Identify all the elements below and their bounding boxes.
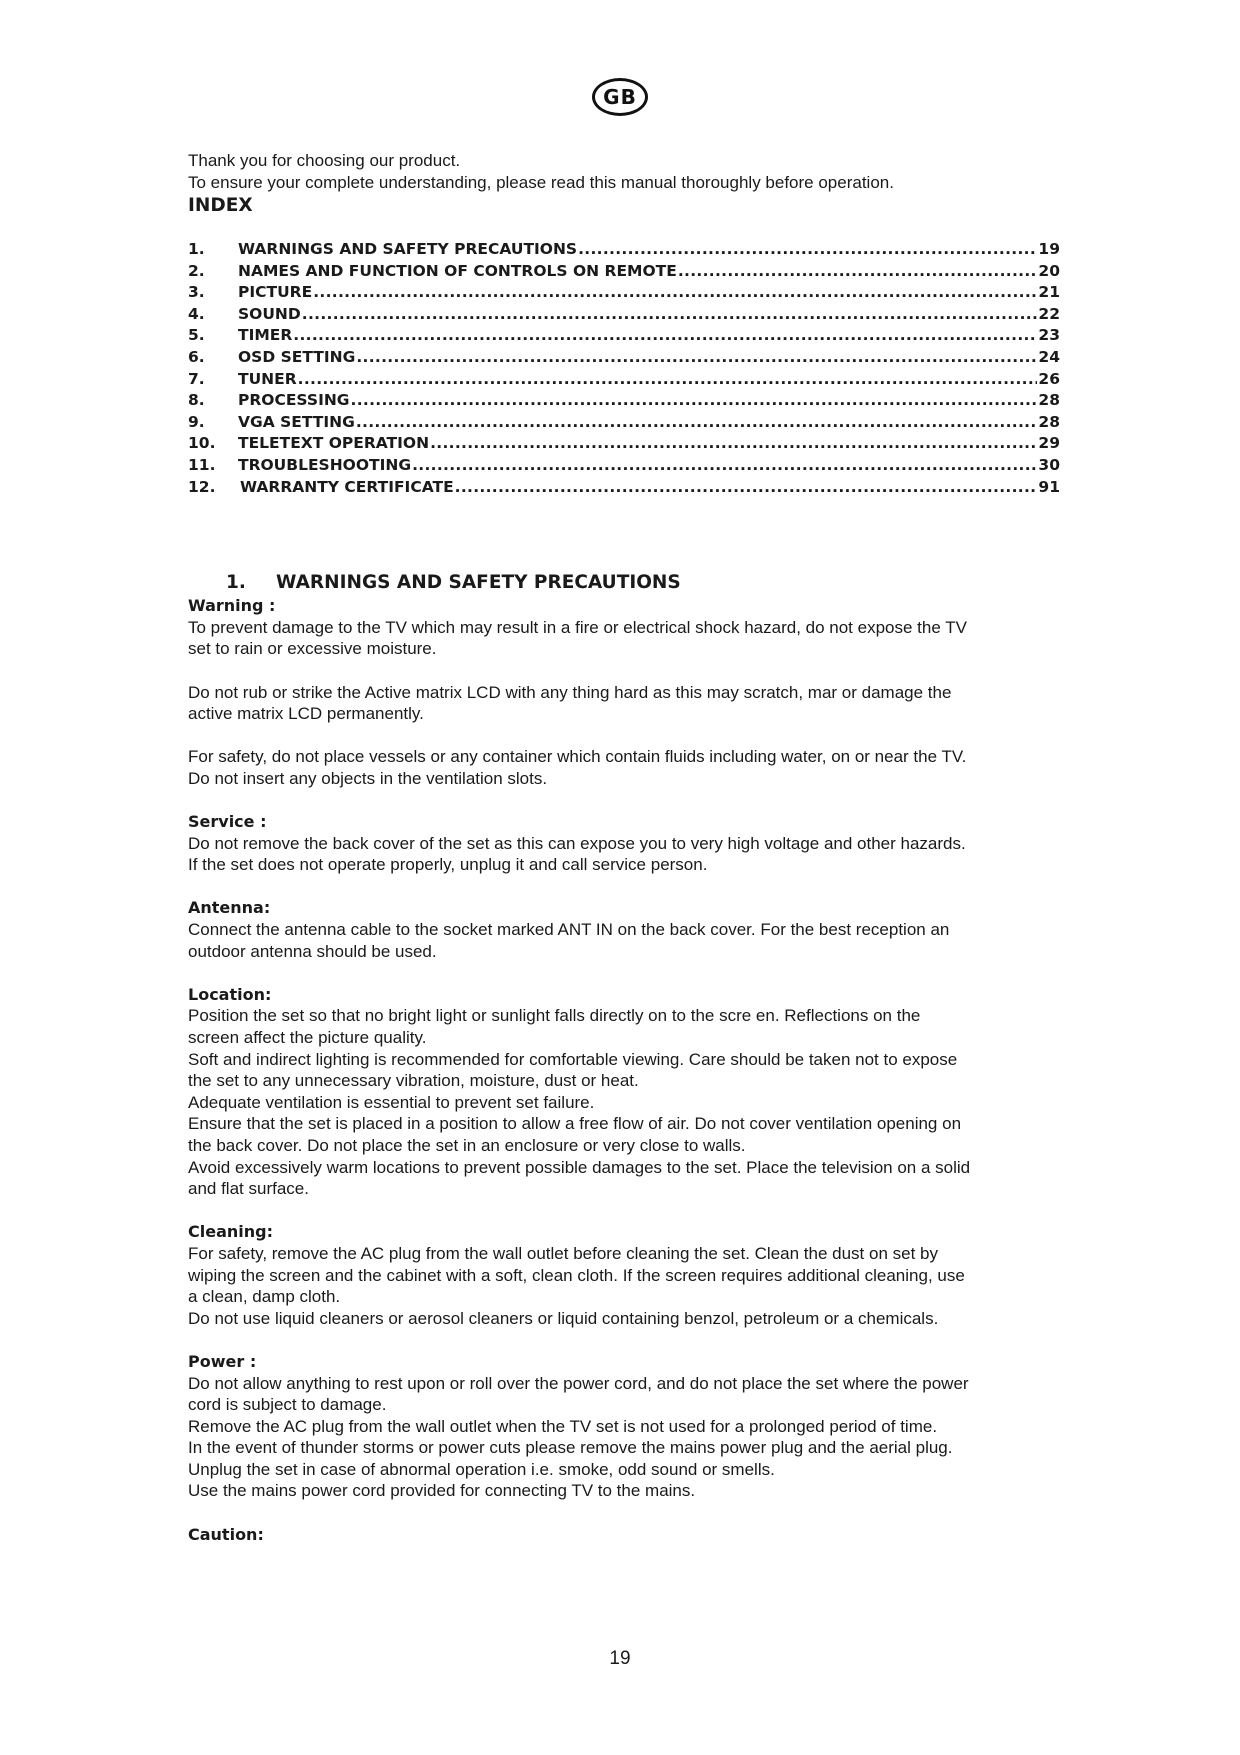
toc-entry-number: 5. bbox=[188, 326, 205, 345]
text-line: Do not insert any objects in the ventilation slots. bbox=[188, 768, 548, 788]
toc-leader-dots bbox=[356, 412, 1038, 434]
manual-page-content bbox=[188, 150, 1060, 1545]
text-line: Remove the AC plug from the wall outlet when the TV set is not used for a prolonged period of time. bbox=[188, 1416, 938, 1436]
toc-entry-number: 2. bbox=[188, 261, 205, 280]
caution-block bbox=[188, 1524, 1060, 1546]
section-heading bbox=[226, 571, 1060, 595]
page-number: 19 bbox=[609, 1648, 631, 1669]
power-block bbox=[188, 1351, 1060, 1524]
section-number: 1. bbox=[226, 572, 246, 594]
toc-entry-number: 1. bbox=[188, 240, 205, 258]
toc-leader-dots bbox=[430, 433, 1037, 455]
toc-entry-title: SOUND bbox=[238, 304, 301, 323]
toc-leader-dots bbox=[313, 282, 1037, 304]
toc-entry-page: 28 bbox=[1038, 391, 1060, 410]
text-line: set to rain or excessive moisture. bbox=[188, 639, 437, 659]
toc-entry[interactable] bbox=[188, 455, 1060, 477]
toc-leader-dots bbox=[293, 325, 1037, 347]
text-line: For safety, remove the AC plug from the wall outlet before cleaning the set. Clean the dust on set by bbox=[188, 1243, 938, 1263]
antenna-block bbox=[188, 897, 1060, 983]
toc-entry-number: 10. bbox=[188, 434, 216, 453]
power-label: Power : bbox=[188, 1351, 257, 1371]
toc-entry-page: 23 bbox=[1038, 326, 1060, 345]
toc-entry[interactable] bbox=[188, 433, 1060, 455]
text-line: Unplug the set in case of abnormal operation i.e. smoke, odd sound or smells. bbox=[188, 1459, 775, 1479]
service-label: Service : bbox=[188, 812, 267, 832]
text-line: outdoor antenna should be used. bbox=[188, 941, 437, 961]
toc-entry-number: 9. bbox=[188, 412, 205, 431]
toc-entry-number: 7. bbox=[188, 369, 205, 388]
antenna-label: Antenna: bbox=[188, 898, 271, 918]
text-line: To prevent damage to the TV which may result in a fire or electrical shock hazard, do not expose the TV bbox=[188, 617, 967, 637]
cleaning-label: Cleaning: bbox=[188, 1222, 273, 1242]
toc-entry-title: WARRANTY CERTIFICATE bbox=[240, 477, 454, 496]
toc-entry-page: 28 bbox=[1038, 412, 1060, 431]
location-block bbox=[188, 984, 1060, 1222]
text-line: Ensure that the set is placed in a position to allow a free flow of air. Do not cover ventilation opening on bbox=[188, 1114, 962, 1134]
text-line: cord is subject to damage. bbox=[188, 1395, 387, 1415]
toc-entry-title: PICTURE bbox=[238, 283, 313, 302]
toc-entry-number: 12. bbox=[188, 477, 216, 496]
caution-label: Caution: bbox=[188, 1524, 264, 1544]
toc-leader-dots bbox=[678, 261, 1038, 283]
text-line: Do not remove the back cover of the set as this can expose you to very high voltage and other hazards. bbox=[188, 833, 966, 853]
text-line: Do not use liquid cleaners or aerosol cleaners or liquid containing benzol, petroleum or a chemicals. bbox=[188, 1308, 939, 1328]
text-line: In the event of thunder storms or power cuts please remove the mains power plug and the aerial plug. bbox=[188, 1438, 953, 1458]
toc-entry-number: 4. bbox=[188, 304, 205, 323]
toc-entry-number: 8. bbox=[188, 391, 205, 410]
toc-entry-page: 26 bbox=[1038, 369, 1060, 388]
section-title: WARNINGS AND SAFETY PRECAUTIONS bbox=[276, 572, 681, 594]
warning-block bbox=[188, 595, 1060, 811]
text-line: screen affect the picture quality. bbox=[188, 1028, 427, 1047]
toc-entry[interactable] bbox=[188, 477, 1060, 499]
toc-entry-page: 22 bbox=[1038, 304, 1060, 323]
text-line: Do not allow anything to rest upon or roll over the power cord, and do not place the set where the power bbox=[188, 1373, 969, 1393]
warning-label: Warning : bbox=[188, 596, 276, 616]
toc-entry-page: 20 bbox=[1038, 261, 1060, 280]
text-line: Do not rub or strike the Active matrix LCD with any thing hard as this may scratch, mar or damage the bbox=[188, 682, 952, 702]
toc-entry[interactable] bbox=[188, 412, 1060, 434]
text-line: Position the set so that no bright light or sunlight falls directly on to the scre en. Reflections on the bbox=[188, 1006, 921, 1026]
toc-entry-number: 3. bbox=[188, 283, 205, 302]
location-label: Location: bbox=[188, 984, 272, 1004]
toc-entry-title: TELETEXT OPERATION bbox=[238, 434, 430, 453]
toc-leader-dots bbox=[455, 477, 1038, 499]
toc-entry-title: TUNER bbox=[238, 369, 297, 388]
text-line: For safety, do not place vessels or any container which contain fluids including water, on or near the TV. bbox=[188, 747, 967, 767]
text-line: and flat surface. bbox=[188, 1179, 309, 1199]
toc-entry-title: NAMES AND FUNCTION OF CONTROLS ON REMOTE bbox=[238, 261, 677, 280]
toc-entry-title: TROUBLESHOOTING bbox=[238, 455, 412, 474]
toc-entry-title: OSD SETTING bbox=[238, 347, 356, 366]
toc-entry-page: 21 bbox=[1038, 283, 1060, 302]
toc-leader-dots bbox=[412, 455, 1037, 477]
toc-entry-page: 19 bbox=[1038, 240, 1060, 258]
language-badge-label: GB bbox=[603, 85, 637, 109]
toc-entry[interactable] bbox=[188, 325, 1060, 347]
toc-entry-title: PROCESSING bbox=[238, 391, 350, 410]
toc-entry-page: 91 bbox=[1038, 477, 1060, 496]
toc-entry-number: 6. bbox=[188, 347, 205, 366]
intro-line: To ensure your complete understanding, please read this manual thoroughly before operation. bbox=[188, 172, 894, 192]
text-line: the set to any unnecessary vibration, moisture, dust or heat. bbox=[188, 1071, 639, 1091]
toc-entry-title: WARNINGS AND SAFETY PRECAUTIONS bbox=[238, 240, 578, 258]
text-line: Connect the antenna cable to the socket marked ANT IN on the back cover. For the best reception an bbox=[188, 920, 950, 940]
text-line: Use the mains power cord provided for connecting TV to the mains. bbox=[188, 1481, 696, 1501]
toc-entry-title: TIMER bbox=[238, 326, 293, 345]
language-badge bbox=[592, 78, 648, 116]
text-line: Adequate ventilation is essential to prevent set failure. bbox=[188, 1092, 595, 1112]
toc-leader-dots bbox=[356, 347, 1037, 369]
toc-entry[interactable] bbox=[188, 347, 1060, 369]
text-line: Avoid excessively warm locations to prevent possible damages to the set. Place the television on a solid bbox=[188, 1157, 971, 1177]
text-line: the back cover. Do not place the set in an enclosure or very close to walls. bbox=[188, 1135, 746, 1155]
toc-entry[interactable] bbox=[188, 239, 1060, 261]
toc-leader-dots bbox=[578, 239, 1037, 261]
toc-entry[interactable] bbox=[188, 261, 1060, 283]
intro-line: Thank you for choosing our product. bbox=[188, 151, 461, 170]
text-line: a clean, damp cloth. bbox=[188, 1287, 341, 1307]
text-line: Soft and indirect lighting is recommended for comfortable viewing. Care should be taken not to expose bbox=[188, 1049, 958, 1069]
index-heading: INDEX bbox=[188, 195, 253, 216]
text-line: active matrix LCD permanently. bbox=[188, 704, 424, 724]
toc-leader-dots bbox=[302, 304, 1038, 326]
cleaning-block bbox=[188, 1221, 1060, 1351]
toc-leader-dots bbox=[298, 369, 1038, 391]
toc-entry-page: 29 bbox=[1038, 434, 1060, 453]
toc-entry[interactable] bbox=[188, 304, 1060, 326]
toc-entry-page: 24 bbox=[1038, 347, 1060, 366]
service-block bbox=[188, 811, 1060, 897]
toc-entry[interactable] bbox=[188, 369, 1060, 391]
toc-entry-number: 11. bbox=[188, 455, 216, 474]
toc-leader-dots bbox=[351, 390, 1038, 412]
toc-entry-title: VGA SETTING bbox=[238, 412, 355, 431]
text-line: If the set does not operate properly, unplug it and call service person. bbox=[188, 855, 708, 875]
toc-entry[interactable] bbox=[188, 282, 1060, 304]
toc-entry-page: 30 bbox=[1038, 455, 1060, 474]
toc-entry[interactable] bbox=[188, 390, 1060, 412]
text-line: wiping the screen and the cabinet with a soft, clean cloth. If the screen requires additional cleaning, use bbox=[188, 1265, 965, 1285]
table-of-contents bbox=[188, 239, 1060, 498]
